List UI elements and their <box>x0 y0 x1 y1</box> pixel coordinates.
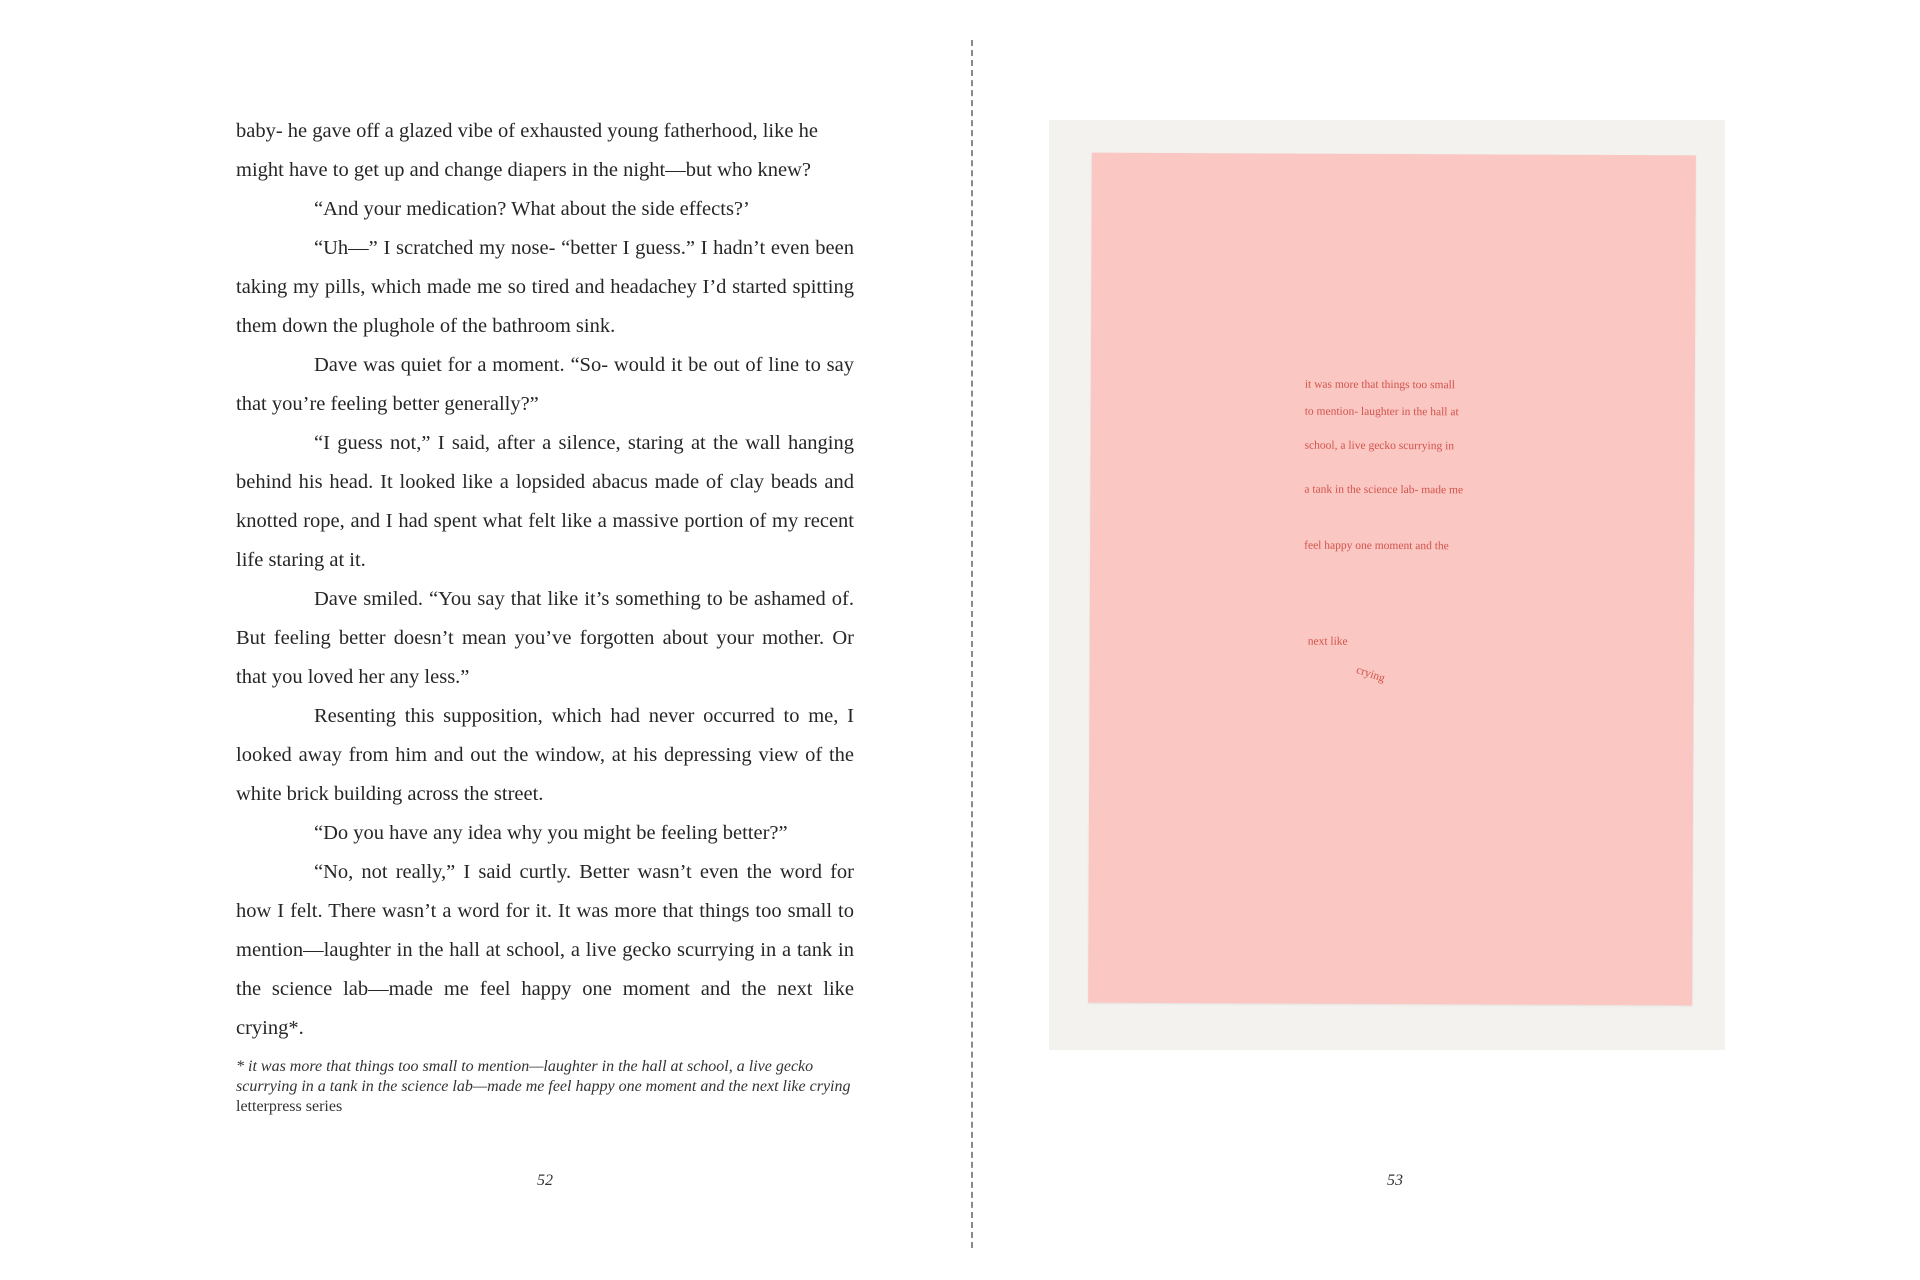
paragraph: “Do you have any idea why you might be feeling better?” <box>314 822 788 844</box>
letterpress-poem <box>1088 153 1696 1006</box>
paragraph: “And your medication? What about the side effects?’ <box>314 198 750 220</box>
paragraph: baby- he gave off a glazed vibe of exhausted young fatherhood, like he might have to get up and change diapers in the night—but who knew? <box>236 120 818 181</box>
page-number-left: 52 <box>537 1172 553 1189</box>
letterpress-print <box>1088 153 1696 1006</box>
gutter-divider <box>971 40 973 1248</box>
body-text <box>236 112 854 1048</box>
poem-line: it was more that things too small <box>1304 378 1455 392</box>
footnote <box>236 1057 854 1117</box>
paragraph: “I guess not,” I said, after a silence, staring at the wall hanging behind his head. It looked like a lopsided abacus made of clay beads and knotted rope, and I had spent what felt like a massive portion of my recent life staring at it. <box>236 432 854 571</box>
poem-line: a tank in the science lab- made me <box>1304 483 1464 497</box>
paragraph: “No, not really,” I said curtly. Better wasn’t even the word for how I felt. There wasn’t a word for it. It was more that things too small to mention—laughter in the hall at school, a live gecko scurrying in a tank in the science lab—made me feel happy one moment and the next like crying*. <box>236 861 854 1039</box>
paragraph: “Uh—” I scratched my nose- “better I guess.” I hadn’t even been taking my pills, which made me so tired and headachey I’d started spitting them down the plughole of the bathroom sink. <box>236 237 854 337</box>
poem-line: feel happy one moment and the <box>1304 539 1449 553</box>
paragraph: Resenting this supposition, which had never occurred to me, I looked away from him and out the window, at his depressing view of the white brick building across the street. <box>236 705 854 805</box>
page-number-right: 53 <box>1387 1172 1403 1189</box>
paragraph: Dave smiled. “You say that like it’s something to be ashamed of. But feeling better doesn’t mean you’ve forgotten about your mother. Or that you loved her any less.” <box>236 588 854 688</box>
poem-line: next like <box>1307 635 1348 648</box>
left-page <box>236 112 854 1117</box>
poem-line-tilted: crying <box>1354 664 1387 685</box>
poem-line: to mention- laughter in the hall at <box>1304 405 1459 419</box>
footnote-title: * it was more that things too small to mention—laughter in the hall at school, a live gecko scurrying in a tank in the science lab—made me feel happy one moment and the next like crying <box>236 1058 851 1095</box>
paragraph: Dave was quiet for a moment. “So- would it be out of line to say that you’re feeling better generally?” <box>236 354 854 415</box>
poem-line: school, a live gecko scurrying in <box>1304 439 1455 453</box>
footnote-suffix: letterpress series <box>236 1098 343 1115</box>
